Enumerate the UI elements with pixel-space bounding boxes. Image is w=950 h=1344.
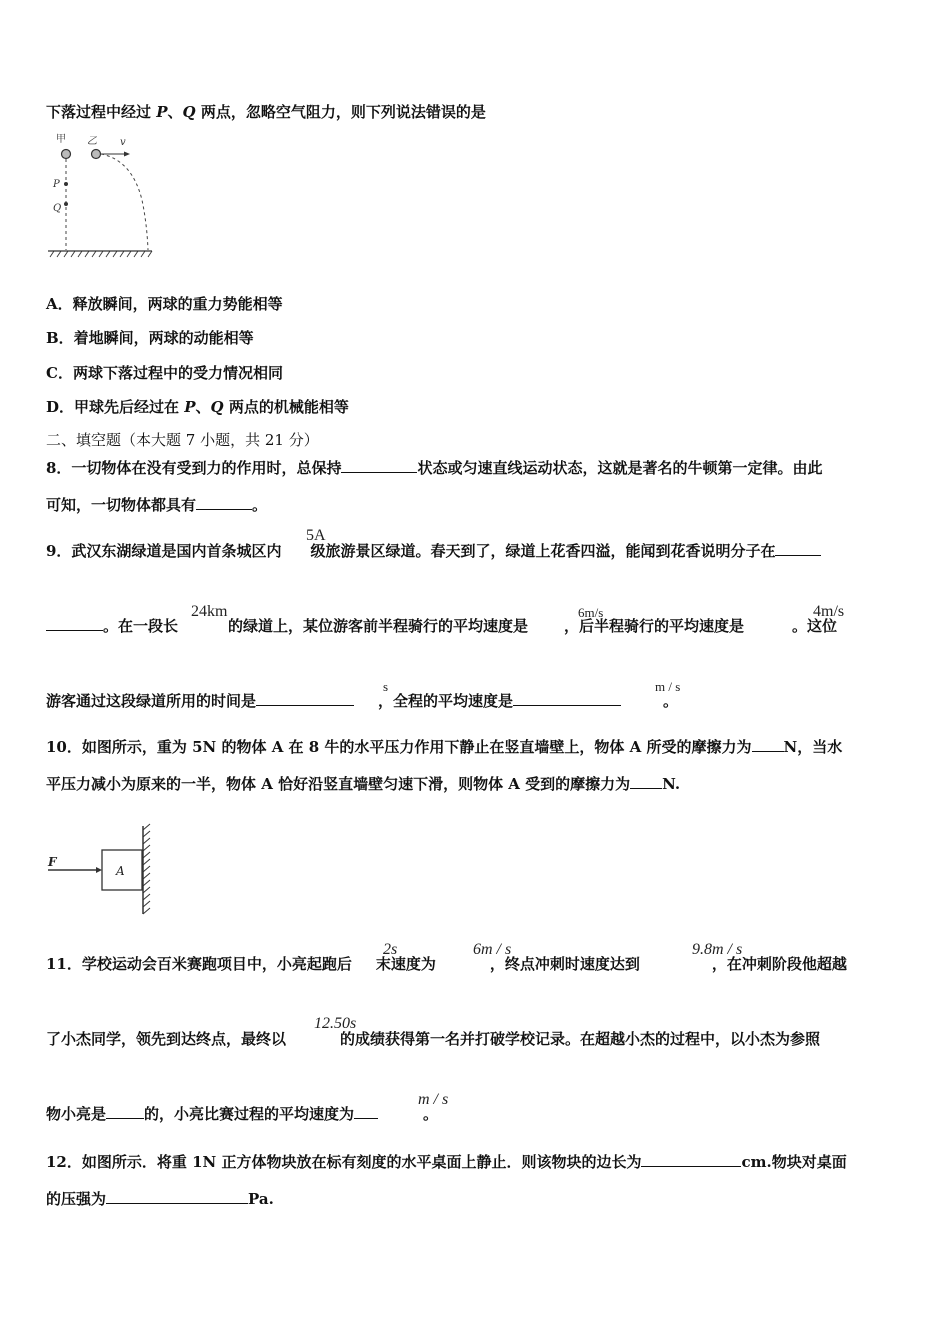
math-6ms: 6m/s xyxy=(578,605,604,620)
parabolic-path xyxy=(101,154,148,250)
q10-line2: 平压力减小为原来的一半，物体 A 恰好沿竖直墙壁匀速下滑，则物体 A 受到的摩擦力为 N. xyxy=(46,775,681,793)
label-force: F xyxy=(48,855,57,869)
q9-line2: 。在一段长 的绿道上，某位游客前半程骑行的平均速度是 ，后半程骑行的平均速度是 。这位 xyxy=(46,615,837,636)
math-ms-unit: m / s xyxy=(655,679,681,694)
q11-line3: 物小亮是 的，小亮比赛过程的平均速度为 。 xyxy=(46,1105,439,1123)
q7-stem-tail: 下落过程中经过 P、Q 两点，忽略空气阻力，则下列说法错误的是 xyxy=(46,103,486,121)
q7-option-a: A．释放瞬间，两球的重力势能相等 xyxy=(46,295,283,313)
ball-jia xyxy=(62,150,71,159)
force-arrowhead xyxy=(96,867,102,873)
q9-line1: 9．武汉东湖绿道是国内首条城区内 级旅游景区绿道。春天到了，绿道上花香四溢，能闻到花香说明分子在 xyxy=(46,540,821,561)
label-q: Q xyxy=(53,203,62,214)
math-6ms-q11: 6m / s xyxy=(473,941,512,958)
ground-hatching xyxy=(50,251,152,257)
math-5a: 5A xyxy=(306,527,326,544)
q10-line1: 10．如图所示，重为 5N 的物体 A 在 8 牛的水平压力作用下静止在竖直墙壁上，物体 A 所受的摩擦力为 N，当水 xyxy=(46,738,843,756)
q8-blank-1[interactable] xyxy=(341,457,417,473)
math-s-unit: s xyxy=(383,679,389,694)
math-1250s: 12.50s xyxy=(314,1015,357,1032)
math-24km: 24km xyxy=(191,603,228,620)
q11-blank-2[interactable] xyxy=(354,1103,378,1119)
label-p: P xyxy=(53,179,60,190)
label-yi: 乙 xyxy=(87,136,97,147)
q12-blank-1[interactable] xyxy=(641,1151,741,1167)
q8-line2: 可知，一切物体都具有 。 xyxy=(46,496,268,514)
q11-line1: 11．学校运动会百米赛跑项目中，小亮起跑后 末速度为 ，终点冲刺时速度达到 ，在冲刺阶段他超越 xyxy=(46,955,847,973)
math-4ms: 4m/s xyxy=(813,603,845,620)
point-p xyxy=(64,182,68,186)
math-ms-q11: m / s xyxy=(418,1091,449,1108)
q12-line2: 的压强为 Pa. xyxy=(46,1190,274,1208)
q8-line1: 8．一切物体在没有受到力的作用时，总保持 状态或匀速直线运动状态，这就是著名的牛顿第一定律。由此 xyxy=(46,459,823,477)
q12-blank-2[interactable] xyxy=(106,1188,248,1204)
math-2s: 2s xyxy=(383,941,398,958)
q12-line1: 12．如图所示．将重 1N 正方体物块放在标有刻度的水平桌面上静止．则该物块的边长为 cm.物块对桌面 xyxy=(46,1153,847,1171)
section-title: 二、填空题（本大题 7 小题，共 21 分） xyxy=(46,431,319,449)
q9-line3: 游客通过这段绿道所用的时间是 ，全程的平均速度是 。 xyxy=(46,692,679,710)
q11-blank-1[interactable] xyxy=(106,1103,144,1119)
q9-blank-speed[interactable] xyxy=(513,690,621,706)
q9-blank-time[interactable] xyxy=(256,690,354,706)
q7-option-c: C．两球下落过程中的受力情况相同 xyxy=(46,364,283,382)
q11-line2: 了小杰同学，领先到达终点，最终以 的成绩获得第一名并打破学校记录。在超越小杰的过程中，以小杰为参照 xyxy=(46,1030,821,1048)
q9-blank-1a[interactable] xyxy=(775,540,821,556)
q10-blank-1[interactable] xyxy=(752,736,784,752)
velocity-arrowhead xyxy=(124,152,130,157)
q7-option-b: B．着地瞬间，两球的动能相等 xyxy=(46,329,254,347)
label-jia: 甲 xyxy=(56,134,66,145)
wall-block-figure xyxy=(44,822,160,918)
label-block: A xyxy=(116,864,125,878)
q9-blank-1b[interactable] xyxy=(46,615,103,631)
math-98ms: 9.8m / s xyxy=(692,941,743,958)
ball-yi xyxy=(92,150,101,159)
point-q xyxy=(64,202,68,206)
label-velocity: v xyxy=(120,137,126,148)
wall-hatching xyxy=(143,824,150,914)
q8-blank-2[interactable] xyxy=(196,494,252,510)
q7-option-d: D．甲球先后经过在 P、Q 两点的机械能相等 xyxy=(46,398,349,416)
q10-blank-2[interactable] xyxy=(630,773,662,789)
projectile-figure xyxy=(44,132,156,258)
